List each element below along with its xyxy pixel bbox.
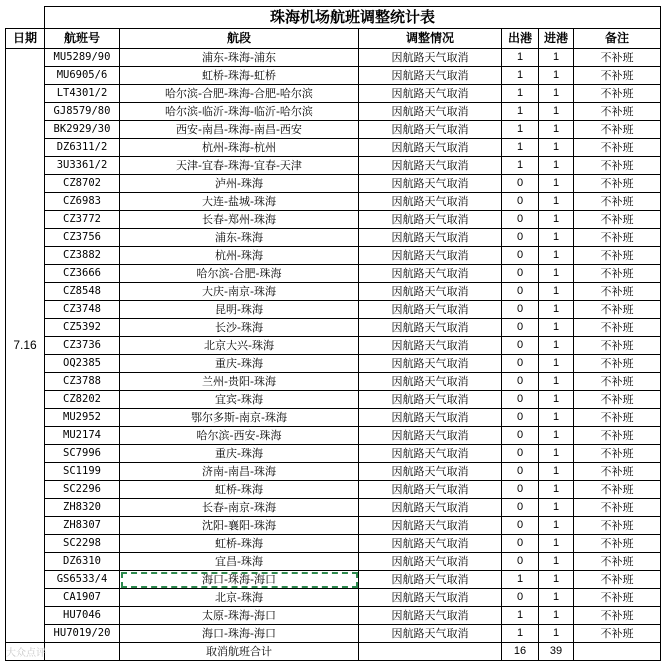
in-count-cell[interactable]: 1 xyxy=(539,301,574,319)
route-cell[interactable]: 虹桥-珠海-虹桥 xyxy=(120,67,359,85)
route-cell[interactable]: 浦东-珠海-浦东 xyxy=(120,49,359,67)
status-cell[interactable]: 因航路天气取消 xyxy=(359,247,502,265)
status-cell[interactable]: 因航路天气取消 xyxy=(359,499,502,517)
route-cell[interactable]: 虹桥-珠海 xyxy=(120,535,359,553)
table-title[interactable]: 珠海机场航班调整统计表 xyxy=(45,7,661,29)
in-count-cell[interactable]: 1 xyxy=(539,247,574,265)
in-count-cell[interactable]: 1 xyxy=(539,589,574,607)
in-count-cell[interactable]: 1 xyxy=(539,409,574,427)
note-cell[interactable]: 不补班 xyxy=(574,49,661,67)
note-cell[interactable]: 不补班 xyxy=(574,499,661,517)
note-cell[interactable]: 不补班 xyxy=(574,265,661,283)
table-row xyxy=(6,463,661,481)
route-cell[interactable]: 浦东-珠海 xyxy=(120,229,359,247)
flight-cell[interactable]: SC7996 xyxy=(45,445,120,463)
route-cell[interactable]: 泸州-珠海 xyxy=(120,175,359,193)
out-count-cell[interactable]: 0 xyxy=(502,319,539,337)
route-cell[interactable]: 太原-珠海-海口 xyxy=(120,607,359,625)
in-count-cell[interactable]: 1 xyxy=(539,121,574,139)
out-count-cell[interactable]: 0 xyxy=(502,499,539,517)
in-count-cell[interactable]: 1 xyxy=(539,319,574,337)
out-count-cell[interactable]: 0 xyxy=(502,283,539,301)
route-cell[interactable]: 大连-盐城-珠海 xyxy=(120,193,359,211)
note-cell[interactable]: 不补班 xyxy=(574,589,661,607)
flight-cell[interactable]: CZ8202 xyxy=(45,391,120,409)
note-cell[interactable]: 不补班 xyxy=(574,229,661,247)
out-count-cell[interactable]: 1 xyxy=(502,67,539,85)
status-cell[interactable]: 因航路天气取消 xyxy=(359,121,502,139)
flight-cell[interactable]: ZH8307 xyxy=(45,517,120,535)
status-cell[interactable]: 因航路天气取消 xyxy=(359,319,502,337)
in-count-cell[interactable]: 1 xyxy=(539,337,574,355)
out-count-cell[interactable]: 0 xyxy=(502,265,539,283)
out-count-cell[interactable]: 0 xyxy=(502,391,539,409)
status-cell[interactable]: 因航路天气取消 xyxy=(359,67,502,85)
route-cell[interactable]: 杭州-珠海 xyxy=(120,247,359,265)
route-cell[interactable]: 哈尔滨-西安-珠海 xyxy=(120,427,359,445)
status-cell[interactable]: 因航路天气取消 xyxy=(359,373,502,391)
in-count-cell[interactable]: 1 xyxy=(539,49,574,67)
out-count-cell[interactable]: 0 xyxy=(502,553,539,571)
in-count-cell[interactable]: 1 xyxy=(539,463,574,481)
status-cell[interactable]: 因航路天气取消 xyxy=(359,355,502,373)
flight-cell[interactable]: CZ6983 xyxy=(45,193,120,211)
status-cell[interactable]: 因航路天气取消 xyxy=(359,553,502,571)
out-count-cell[interactable]: 0 xyxy=(502,445,539,463)
table-row xyxy=(6,535,661,553)
note-cell[interactable]: 不补班 xyxy=(574,247,661,265)
table-row xyxy=(6,445,661,463)
note-cell[interactable]: 不补班 xyxy=(574,193,661,211)
out-count-cell[interactable]: 0 xyxy=(502,211,539,229)
out-count-cell[interactable]: 0 xyxy=(502,247,539,265)
note-cell[interactable]: 不补班 xyxy=(574,553,661,571)
header-in[interactable]: 进港 xyxy=(539,29,574,49)
in-count-cell[interactable]: 1 xyxy=(539,391,574,409)
header-route[interactable]: 航段 xyxy=(120,29,359,49)
note-cell[interactable]: 不补班 xyxy=(574,211,661,229)
in-count-cell[interactable]: 1 xyxy=(539,265,574,283)
flight-cell[interactable]: CZ3882 xyxy=(45,247,120,265)
in-count-cell[interactable]: 1 xyxy=(539,607,574,625)
route-cell[interactable]: 哈尔滨-临沂-珠海-临沂-哈尔滨 xyxy=(120,103,359,121)
in-count-cell[interactable]: 1 xyxy=(539,139,574,157)
note-cell[interactable]: 不补班 xyxy=(574,535,661,553)
status-cell[interactable]: 因航路天气取消 xyxy=(359,589,502,607)
note-cell[interactable]: 不补班 xyxy=(574,301,661,319)
table-row xyxy=(6,625,661,643)
status-cell[interactable]: 因航路天气取消 xyxy=(359,445,502,463)
table-row xyxy=(6,589,661,607)
out-count-cell[interactable]: 1 xyxy=(502,49,539,67)
out-count-cell[interactable]: 0 xyxy=(502,175,539,193)
route-cell[interactable]: 昆明-珠海 xyxy=(120,301,359,319)
header-flight[interactable]: 航班号 xyxy=(45,29,120,49)
status-cell[interactable]: 因航路天气取消 xyxy=(359,391,502,409)
table-row xyxy=(6,301,661,319)
route-cell[interactable]: 长春-郑州-珠海 xyxy=(120,211,359,229)
flight-cell[interactable]: CZ5392 xyxy=(45,319,120,337)
in-count-cell[interactable]: 1 xyxy=(539,373,574,391)
flight-cell[interactable]: CZ3748 xyxy=(45,301,120,319)
out-count-cell[interactable]: 1 xyxy=(502,139,539,157)
route-cell[interactable]: 哈尔滨-合肥-珠海 xyxy=(120,265,359,283)
table-row xyxy=(6,319,661,337)
in-count-cell[interactable]: 1 xyxy=(539,355,574,373)
flight-cell[interactable]: CZ3666 xyxy=(45,265,120,283)
route-cell[interactable]: 长沙-珠海 xyxy=(120,319,359,337)
table-row xyxy=(6,193,661,211)
table-row xyxy=(6,427,661,445)
flight-cell[interactable]: CZ3772 xyxy=(45,211,120,229)
note-cell[interactable]: 不补班 xyxy=(574,337,661,355)
table-row xyxy=(6,409,661,427)
in-count-cell[interactable]: 1 xyxy=(539,229,574,247)
route-cell[interactable]: 鄂尔多斯-南京-珠海 xyxy=(120,409,359,427)
flight-cell[interactable]: SC2296 xyxy=(45,481,120,499)
note-cell[interactable]: 不补班 xyxy=(574,463,661,481)
route-cell[interactable]: 宜昌-珠海 xyxy=(120,553,359,571)
out-count-cell[interactable]: 0 xyxy=(502,517,539,535)
note-cell[interactable]: 不补班 xyxy=(574,427,661,445)
table-row xyxy=(6,607,661,625)
flight-cell[interactable]: CZ8548 xyxy=(45,283,120,301)
flight-cell[interactable]: MU2952 xyxy=(45,409,120,427)
note-cell[interactable]: 不补班 xyxy=(574,139,661,157)
out-count-cell[interactable]: 0 xyxy=(502,355,539,373)
status-cell[interactable]: 因航路天气取消 xyxy=(359,337,502,355)
status-cell[interactable]: 因航路天气取消 xyxy=(359,265,502,283)
flight-cell[interactable]: MU5289/90 xyxy=(45,49,120,67)
in-count-cell[interactable]: 1 xyxy=(539,517,574,535)
route-cell[interactable]: 北京-珠海 xyxy=(120,589,359,607)
total-empty-cell[interactable] xyxy=(574,643,661,661)
flight-cell[interactable]: LT4301/2 xyxy=(45,85,120,103)
note-cell[interactable]: 不补班 xyxy=(574,121,661,139)
route-cell[interactable]: 海口-珠海-海口 xyxy=(120,571,359,589)
status-cell[interactable]: 因航路天气取消 xyxy=(359,517,502,535)
note-cell[interactable]: 不补班 xyxy=(574,283,661,301)
in-count-cell[interactable]: 1 xyxy=(539,571,574,589)
flight-cell[interactable]: ZH8320 xyxy=(45,499,120,517)
table-row xyxy=(6,283,661,301)
in-count-cell[interactable]: 1 xyxy=(539,283,574,301)
out-count-cell[interactable]: 1 xyxy=(502,607,539,625)
table-row xyxy=(6,499,661,517)
note-cell[interactable]: 不补班 xyxy=(574,373,661,391)
note-cell[interactable]: 不补班 xyxy=(574,607,661,625)
watermark: 大众点评 xyxy=(6,648,46,659)
note-cell[interactable]: 不补班 xyxy=(574,103,661,121)
flight-cell[interactable]: GS6533/4 xyxy=(45,571,120,589)
table-row xyxy=(6,49,661,67)
header-status[interactable]: 调整情况 xyxy=(359,29,502,49)
flight-cell[interactable]: HU7019/20 xyxy=(45,625,120,643)
status-cell[interactable]: 因航路天气取消 xyxy=(359,229,502,247)
table-row xyxy=(6,571,661,589)
table-row xyxy=(6,121,661,139)
status-cell[interactable]: 因航路天气取消 xyxy=(359,301,502,319)
note-cell[interactable]: 不补班 xyxy=(574,175,661,193)
status-cell[interactable]: 因航路天气取消 xyxy=(359,283,502,301)
total-empty-cell[interactable] xyxy=(45,643,120,661)
table-row xyxy=(6,103,661,121)
route-cell[interactable]: 宜宾-珠海 xyxy=(120,391,359,409)
table-row xyxy=(6,517,661,535)
note-cell[interactable]: 不补班 xyxy=(574,355,661,373)
status-cell[interactable]: 因航路天气取消 xyxy=(359,103,502,121)
flight-cell[interactable]: CZ8702 xyxy=(45,175,120,193)
out-count-cell[interactable]: 1 xyxy=(502,85,539,103)
total-empty-cell[interactable] xyxy=(359,643,502,661)
status-cell[interactable]: 因航路天气取消 xyxy=(359,85,502,103)
in-count-cell[interactable]: 1 xyxy=(539,445,574,463)
date-cell[interactable]: 7.16 xyxy=(6,49,45,643)
corner-cell[interactable] xyxy=(6,7,45,29)
status-cell[interactable]: 因航路天气取消 xyxy=(359,157,502,175)
route-cell[interactable]: 虹桥-珠海 xyxy=(120,481,359,499)
in-count-cell[interactable]: 1 xyxy=(539,175,574,193)
table-row xyxy=(6,265,661,283)
route-cell[interactable]: 兰州-贵阳-珠海 xyxy=(120,373,359,391)
in-count-cell[interactable]: 1 xyxy=(539,67,574,85)
route-cell[interactable]: 西安-南昌-珠海-南昌-西安 xyxy=(120,121,359,139)
in-count-cell[interactable]: 1 xyxy=(539,481,574,499)
table-row xyxy=(6,481,661,499)
total-label-cell[interactable]: 取消航班合计 xyxy=(120,643,359,661)
flight-cell[interactable]: CZ3736 xyxy=(45,337,120,355)
table-row xyxy=(6,337,661,355)
table-row xyxy=(6,67,661,85)
status-cell[interactable]: 因航路天气取消 xyxy=(359,409,502,427)
note-cell[interactable]: 不补班 xyxy=(574,157,661,175)
out-count-cell[interactable]: 0 xyxy=(502,409,539,427)
flight-cell[interactable]: SC2298 xyxy=(45,535,120,553)
table-row xyxy=(6,355,661,373)
in-count-cell[interactable]: 1 xyxy=(539,499,574,517)
route-cell[interactable]: 重庆-珠海 xyxy=(120,445,359,463)
route-cell[interactable]: 沈阳-襄阳-珠海 xyxy=(120,517,359,535)
out-count-cell[interactable]: 1 xyxy=(502,571,539,589)
note-cell[interactable]: 不补班 xyxy=(574,517,661,535)
out-count-cell[interactable]: 1 xyxy=(502,157,539,175)
flight-cell[interactable]: CZ3756 xyxy=(45,229,120,247)
in-count-cell[interactable]: 1 xyxy=(539,535,574,553)
status-cell[interactable]: 因航路天气取消 xyxy=(359,49,502,67)
status-cell[interactable]: 因航路天气取消 xyxy=(359,625,502,643)
in-count-cell[interactable]: 1 xyxy=(539,211,574,229)
route-cell[interactable]: 杭州-珠海-杭州 xyxy=(120,139,359,157)
flight-cell[interactable]: DZ6311/2 xyxy=(45,139,120,157)
out-count-cell[interactable]: 1 xyxy=(502,103,539,121)
note-cell[interactable]: 不补班 xyxy=(574,319,661,337)
status-cell[interactable]: 因航路天气取消 xyxy=(359,571,502,589)
status-cell[interactable]: 因航路天气取消 xyxy=(359,175,502,193)
note-cell[interactable]: 不补班 xyxy=(574,481,661,499)
route-cell[interactable]: 大庆-南京-珠海 xyxy=(120,283,359,301)
note-cell[interactable]: 不补班 xyxy=(574,85,661,103)
in-count-cell[interactable]: 1 xyxy=(539,103,574,121)
route-cell[interactable]: 天津-宜春-珠海-宜春-天津 xyxy=(120,157,359,175)
status-cell[interactable]: 因航路天气取消 xyxy=(359,139,502,157)
out-count-cell[interactable]: 0 xyxy=(502,589,539,607)
out-count-cell[interactable]: 0 xyxy=(502,427,539,445)
flight-cell[interactable]: DZ6310 xyxy=(45,553,120,571)
table-row xyxy=(6,85,661,103)
note-cell[interactable]: 不补班 xyxy=(574,409,661,427)
flight-cell[interactable]: OQ2385 xyxy=(45,355,120,373)
header-date[interactable]: 日期 xyxy=(6,29,45,49)
header-row xyxy=(6,29,661,49)
in-count-cell[interactable]: 1 xyxy=(539,157,574,175)
flight-cell[interactable]: MU2174 xyxy=(45,427,120,445)
out-count-cell[interactable]: 1 xyxy=(502,625,539,643)
table-row xyxy=(6,373,661,391)
flight-cell[interactable]: MU6905/6 xyxy=(45,67,120,85)
in-count-cell[interactable]: 1 xyxy=(539,427,574,445)
route-cell[interactable]: 海口-珠海-海口 xyxy=(120,625,359,643)
route-cell[interactable]: 重庆-珠海 xyxy=(120,355,359,373)
status-cell[interactable]: 因航路天气取消 xyxy=(359,535,502,553)
route-cell[interactable]: 长春-南京-珠海 xyxy=(120,499,359,517)
out-count-cell[interactable]: 0 xyxy=(502,481,539,499)
header-note[interactable]: 备注 xyxy=(574,29,661,49)
table-row xyxy=(6,247,661,265)
in-count-cell[interactable]: 1 xyxy=(539,625,574,643)
out-count-cell[interactable]: 0 xyxy=(502,337,539,355)
status-cell[interactable]: 因航路天气取消 xyxy=(359,427,502,445)
note-cell[interactable]: 不补班 xyxy=(574,625,661,643)
total-out-cell[interactable]: 16 xyxy=(502,643,539,661)
out-count-cell[interactable]: 0 xyxy=(502,373,539,391)
route-cell[interactable]: 北京大兴-珠海 xyxy=(120,337,359,355)
status-cell[interactable]: 因航路天气取消 xyxy=(359,193,502,211)
out-count-cell[interactable]: 1 xyxy=(502,121,539,139)
status-cell[interactable]: 因航路天气取消 xyxy=(359,211,502,229)
table-row xyxy=(6,175,661,193)
note-cell[interactable]: 不补班 xyxy=(574,67,661,85)
table-row xyxy=(6,391,661,409)
total-in-cell[interactable]: 39 xyxy=(539,643,574,661)
out-count-cell[interactable]: 0 xyxy=(502,535,539,553)
header-out[interactable]: 出港 xyxy=(502,29,539,49)
flight-cell[interactable]: GJ8579/80 xyxy=(45,103,120,121)
flight-cell[interactable]: BK2929/30 xyxy=(45,121,120,139)
table-row xyxy=(6,157,661,175)
flight-cell[interactable]: CZ3788 xyxy=(45,373,120,391)
out-count-cell[interactable]: 0 xyxy=(502,229,539,247)
flight-cell[interactable]: SC1199 xyxy=(45,463,120,481)
out-count-cell[interactable]: 0 xyxy=(502,301,539,319)
note-cell[interactable]: 不补班 xyxy=(574,391,661,409)
table-row xyxy=(6,553,661,571)
total-row xyxy=(6,643,661,661)
route-cell[interactable]: 济南-南昌-珠海 xyxy=(120,463,359,481)
route-cell[interactable]: 哈尔滨-合肥-珠海-合肥-哈尔滨 xyxy=(120,85,359,103)
status-cell[interactable]: 因航路天气取消 xyxy=(359,607,502,625)
flight-cell[interactable]: CA1907 xyxy=(45,589,120,607)
out-count-cell[interactable]: 0 xyxy=(502,463,539,481)
table-row xyxy=(6,139,661,157)
table-row xyxy=(6,211,661,229)
note-cell[interactable]: 不补班 xyxy=(574,445,661,463)
note-cell[interactable]: 不补班 xyxy=(574,571,661,589)
in-count-cell[interactable]: 1 xyxy=(539,85,574,103)
status-cell[interactable]: 因航路天气取消 xyxy=(359,481,502,499)
flight-cell[interactable]: HU7046 xyxy=(45,607,120,625)
status-cell[interactable]: 因航路天气取消 xyxy=(359,463,502,481)
flight-cell[interactable]: 3U3361/2 xyxy=(45,157,120,175)
flight-adjustment-table xyxy=(5,6,661,661)
out-count-cell[interactable]: 0 xyxy=(502,193,539,211)
table-row xyxy=(6,229,661,247)
in-count-cell[interactable]: 1 xyxy=(539,553,574,571)
in-count-cell[interactable]: 1 xyxy=(539,193,574,211)
